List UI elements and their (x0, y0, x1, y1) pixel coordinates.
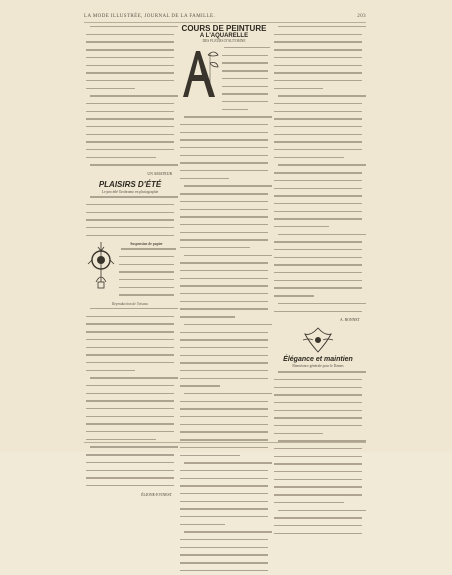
text-line (222, 93, 268, 99)
text-line (180, 170, 268, 176)
text-line (180, 470, 268, 476)
text-line (274, 211, 362, 217)
text-line (274, 517, 362, 523)
text-line (274, 280, 362, 286)
aquarelle-title: A L'AQUARELLE (199, 33, 249, 39)
text-line (86, 111, 174, 117)
text-line (86, 57, 174, 63)
column-3 (274, 24, 362, 440)
text-line (180, 324, 268, 330)
text-line (86, 88, 174, 94)
text-line (274, 118, 362, 124)
text-line (86, 196, 174, 202)
elegance-vignette (301, 326, 335, 354)
text-line (86, 118, 174, 124)
text-line (86, 219, 174, 225)
text-line (274, 295, 362, 301)
text-line (180, 185, 268, 191)
text-line (274, 234, 362, 240)
text-line (86, 323, 174, 329)
text-line (180, 493, 268, 499)
text-line (119, 271, 174, 277)
text-line (86, 462, 174, 468)
text-line (274, 533, 362, 539)
text-line (274, 41, 362, 47)
text-line (274, 303, 362, 309)
text-line (274, 417, 362, 423)
text-line (180, 401, 268, 407)
text-line (274, 218, 362, 224)
text-line (274, 479, 362, 485)
text-line (86, 454, 174, 460)
text-line (86, 72, 174, 78)
text-line (180, 270, 268, 276)
text-line (180, 385, 268, 391)
text-line (180, 224, 268, 230)
text-line (86, 149, 174, 155)
text-line (274, 425, 362, 431)
text-line (86, 347, 174, 353)
text-line (86, 485, 174, 491)
text-line (274, 172, 362, 178)
text-line (86, 431, 174, 437)
bird-title: Reproduction de l'oiseau (112, 302, 148, 306)
text-line (180, 393, 268, 399)
text-line (274, 272, 362, 278)
column-1-text-mid (86, 196, 174, 240)
text-line (274, 95, 362, 101)
text-line (180, 285, 268, 291)
text-line (180, 455, 268, 461)
text-line (86, 477, 174, 483)
text-line (180, 116, 268, 122)
column-3-text-bottom (274, 371, 362, 538)
text-line (86, 446, 174, 452)
text-line (119, 248, 174, 254)
text-line (274, 502, 362, 508)
text-line (180, 316, 268, 322)
text-line (86, 400, 174, 406)
text-line (86, 204, 174, 210)
text-line (86, 316, 174, 322)
text-line (274, 410, 362, 416)
text-line (86, 34, 174, 40)
text-line (180, 232, 268, 238)
text-line (274, 103, 362, 109)
text-line (86, 103, 174, 109)
text-line (274, 88, 362, 94)
text-line (274, 157, 362, 163)
text-line (86, 164, 174, 170)
text-line (180, 178, 268, 184)
text-line (86, 385, 174, 391)
text-line (274, 164, 362, 170)
text-line (180, 355, 268, 361)
text-line (86, 339, 174, 345)
text-line (86, 126, 174, 132)
text-line (274, 57, 362, 63)
text-line (274, 126, 362, 132)
text-line (274, 486, 362, 492)
text-line (180, 478, 268, 484)
text-line (180, 239, 268, 245)
page-number: 203 (357, 14, 366, 19)
fleurs-subtitle: DES FLEURS D'AUTOMNE (202, 39, 246, 43)
text-line (86, 308, 174, 314)
text-line (274, 510, 362, 516)
text-line (274, 111, 362, 117)
text-line (180, 501, 268, 507)
column-2-text-top (222, 45, 268, 114)
running-header (84, 14, 366, 19)
text-line (180, 516, 268, 522)
signature-amateur: UN AMATEUR (147, 172, 172, 177)
text-line (180, 370, 268, 376)
cours-title: COURS DE PEINTURE (181, 24, 267, 33)
text-line (180, 278, 268, 284)
text-line (180, 508, 268, 514)
text-line (180, 132, 268, 138)
text-line (86, 331, 174, 337)
text-line (222, 62, 268, 68)
text-line (274, 402, 362, 408)
text-line (274, 494, 362, 500)
text-line (86, 157, 174, 163)
text-line (180, 547, 268, 553)
text-line (274, 264, 362, 270)
column-2-text-body (180, 116, 268, 575)
text-line (274, 80, 362, 86)
text-line (86, 49, 174, 55)
text-line (274, 180, 362, 186)
text-line (274, 379, 362, 385)
text-line (222, 78, 268, 84)
signature-elione: ÉLIONE-EVINEST (141, 492, 172, 497)
text-line (274, 311, 362, 317)
text-line (86, 141, 174, 147)
text-line (180, 539, 268, 545)
text-line (222, 47, 268, 53)
text-line (180, 201, 268, 207)
text-line (180, 209, 268, 215)
text-line (180, 216, 268, 222)
elegance-title: Élégance et maintien (283, 356, 353, 364)
text-line (86, 423, 174, 429)
text-line (274, 195, 362, 201)
text-line (274, 72, 362, 78)
text-line (86, 377, 174, 383)
text-line (274, 65, 362, 71)
text-line (274, 463, 362, 469)
text-line (86, 212, 174, 218)
text-line (274, 287, 362, 293)
text-line (222, 109, 268, 115)
text-line (180, 332, 268, 338)
text-line (180, 139, 268, 145)
text-line (274, 149, 362, 155)
text-line (119, 287, 174, 293)
text-line (180, 301, 268, 307)
text-line (86, 134, 174, 140)
text-line (180, 293, 268, 299)
text-line (180, 531, 268, 537)
plaisirs-title: PLAISIRS D'ÉTÉ (98, 180, 162, 190)
text-line (180, 339, 268, 345)
text-line (180, 162, 268, 168)
text-line (86, 95, 174, 101)
text-line (86, 408, 174, 414)
suspension-text (119, 248, 174, 300)
text-line (86, 362, 174, 368)
text-line (86, 41, 174, 47)
text-line (274, 371, 362, 377)
text-line (274, 471, 362, 477)
text-line (86, 26, 174, 32)
header-rule (84, 22, 366, 23)
text-line (180, 262, 268, 268)
suspension-title: Suspension de papier (130, 242, 163, 247)
text-line (274, 226, 362, 232)
text-line (180, 408, 268, 414)
text-line (222, 55, 268, 61)
text-line (180, 193, 268, 199)
header-title: LA MODE ILLUSTRÉE, JOURNAL DE LA FAMILLE. (84, 14, 216, 19)
text-line (274, 49, 362, 55)
text-line (86, 370, 174, 376)
text-line (274, 394, 362, 400)
text-line (180, 124, 268, 130)
text-line (180, 524, 268, 530)
text-line (222, 70, 268, 76)
dropcap-illustration (180, 45, 220, 99)
signature-bonnet: A. BONNET (339, 318, 360, 323)
text-line (180, 362, 268, 368)
text-line (274, 448, 362, 454)
text-line (222, 101, 268, 107)
text-line (119, 294, 174, 300)
plaisirs-subtitle: Le procédé Ozobromo en photographie (101, 190, 159, 195)
text-line (180, 562, 268, 568)
text-line (274, 525, 362, 531)
text-line (274, 387, 362, 393)
text-line (180, 347, 268, 353)
text-line (86, 393, 174, 399)
text-line (180, 462, 268, 468)
text-line (222, 86, 268, 92)
text-line (274, 141, 362, 147)
footer-rule (84, 442, 366, 443)
text-line (274, 249, 362, 255)
text-line (274, 34, 362, 40)
text-line (86, 80, 174, 86)
text-line (86, 470, 174, 476)
text-line (119, 264, 174, 270)
text-line (180, 378, 268, 384)
text-line (274, 433, 362, 439)
text-line (180, 424, 268, 430)
text-line (119, 256, 174, 262)
text-line (274, 203, 362, 209)
suspension-illustration (86, 242, 116, 290)
text-line (180, 255, 268, 261)
column-1-text-top (86, 26, 174, 170)
text-line (274, 241, 362, 247)
text-line (86, 227, 174, 233)
text-line (274, 134, 362, 140)
text-line (180, 570, 268, 575)
text-line (180, 447, 268, 453)
text-line (180, 155, 268, 161)
text-line (274, 26, 362, 32)
column-2 (180, 24, 268, 440)
text-line (274, 188, 362, 194)
text-line (180, 485, 268, 491)
text-line (119, 279, 174, 285)
elegance-subtitle: Bienséance générale pour le Dames (292, 364, 344, 369)
text-line (86, 65, 174, 71)
text-line (274, 257, 362, 263)
text-line (180, 431, 268, 437)
column-1 (86, 24, 174, 497)
text-line (86, 235, 174, 241)
column-3-text-top (274, 26, 362, 316)
text-line (180, 416, 268, 422)
text-line (274, 456, 362, 462)
text-line (180, 147, 268, 153)
column-1-text-bottom (86, 308, 174, 490)
text-line (180, 247, 268, 253)
text-line (86, 354, 174, 360)
text-line (180, 308, 268, 314)
text-line (180, 554, 268, 560)
text-line (86, 416, 174, 422)
